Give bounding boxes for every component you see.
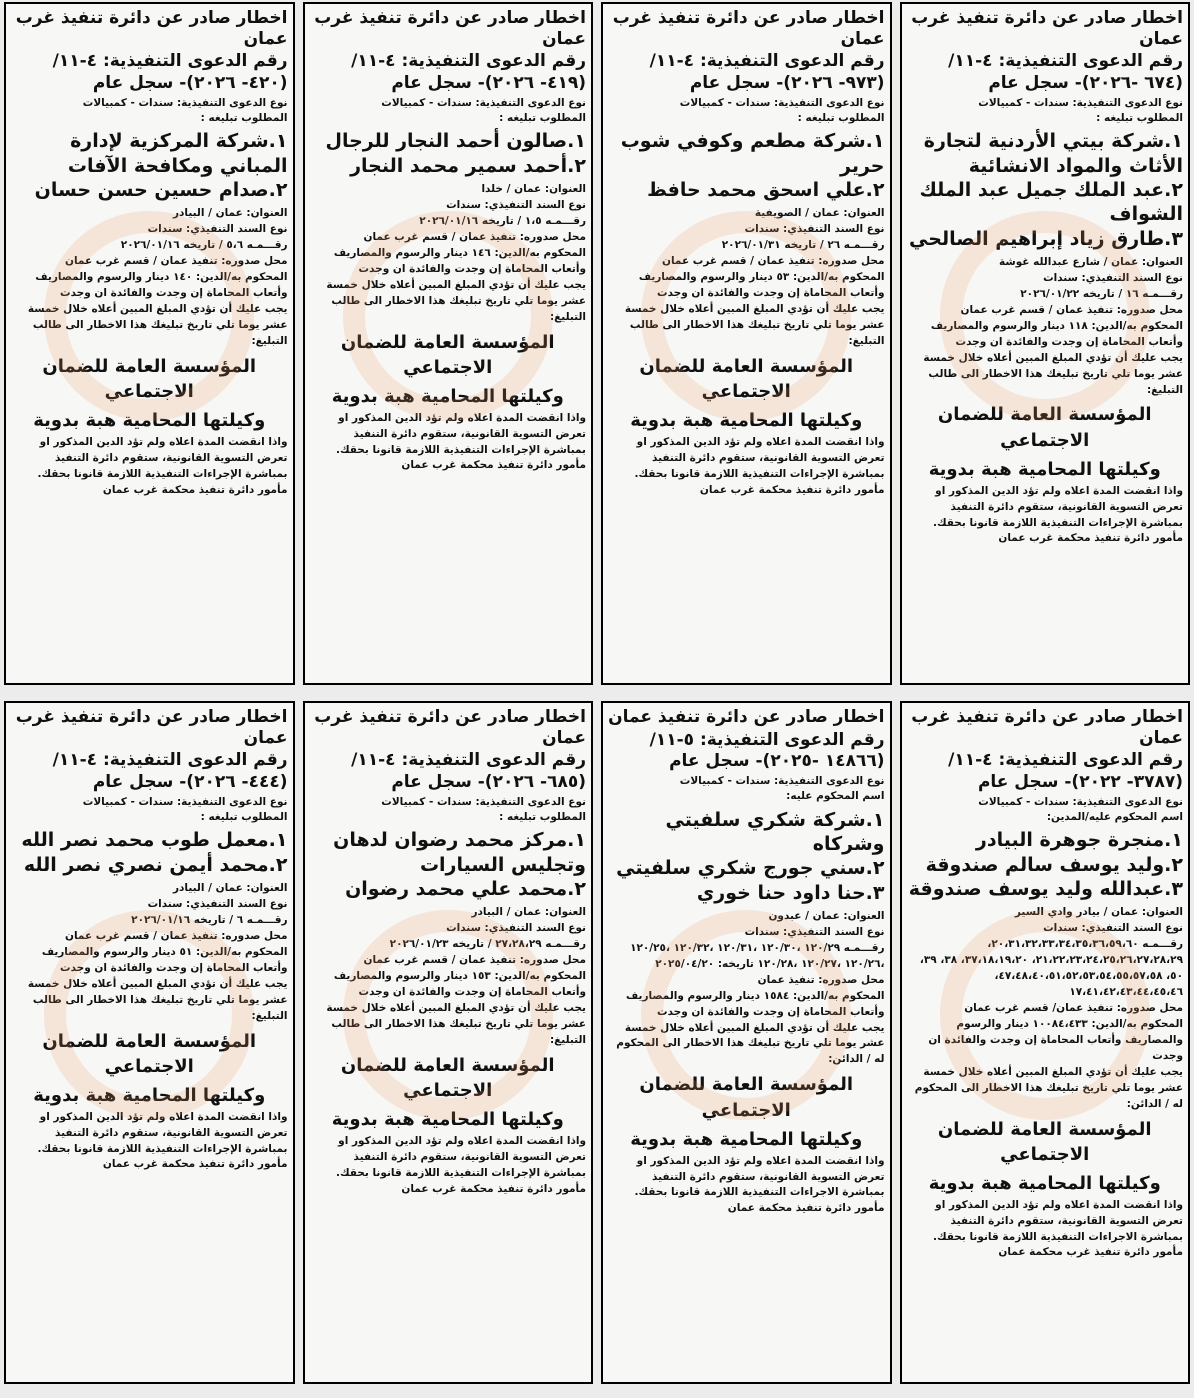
signature-line: مأمور دائرة تنفيذ محكمة غرب عمان [699, 483, 885, 496]
party-name: ١.منجرة جوهرة البيادر [975, 829, 1183, 852]
case-number: رقم الدعوى التنفيذية: ٤-١١/ (٤٢٠- ٢٠٢٦)- سجل عام [52, 51, 288, 93]
signature-line: مأمور دائرة تنفيذ محكمة غرب عمان [102, 1158, 288, 1171]
issued-at: محل صدوره: تنفيذ عمان / قسم غرب عمان [363, 230, 586, 243]
signature-line: مأمور دائرة تنفيذ محكمة غرب عمان [998, 532, 1183, 545]
lawyer-name: وكيلتها المحامية هبة بدوية [33, 410, 266, 432]
signature-line: مأمور دائرة تنفيذ محكمة غرب عمان [401, 459, 586, 472]
party-name: ٢.صدام حسين حسن حسان [34, 178, 288, 201]
number-date: رقـــمـه ٢٠،٣١،٣٢،٣٣،٣٤،٣٥،٣٦،٥٩،٦٠، ٢١،٢٢،٢٣،٢٤،٢٥،٢٦،٢٧،٢٨،٢٩، ٣٧،١٨،١٩،٢٠، ٣٨، ٣٩، ٥٠، ٤٧،٤٨،٤٠،٥١،٥٢،٥٣،٥٤،٥٥،٥٧،٥٨، ١٧،٤١،٤٢،٤٣،٤٤،٤٥،٤٦ [919, 938, 1183, 999]
payment-demand: يجب عليك أن تؤدي المبلغ المبين أعلاه خلال خمسة عشر يوما تلي تاريخ تبليغك هذا الاخطار الى طالب التبليغ: [923, 351, 1183, 396]
party-list [310, 828, 587, 901]
signature-line: مأمور دائرة تنفيذ غرب محكمة عمان [998, 1246, 1183, 1259]
party-name: ١.شركة بيتي الأردنية لتجارة الأثاث والمواد الانشائية [923, 130, 1183, 177]
address: العنوان: عمان / بيادر وادي السير [1014, 906, 1183, 919]
notice-card [303, 2, 594, 685]
case-number: رقم الدعوى التنفيذية: ٥-١١/ (١٤٨٦٦ -٢٠٢٥)- سجل عام [649, 729, 885, 771]
debt-amount: المحكوم به/الدين: ١٥٨٤ دينار والرسوم والمصاريف وأتعاب المحاماة إن وجدت والفائدة ان وجدت [626, 989, 885, 1018]
issued-at: محل صدوره: تنفيذ عمان / قسم غرب عمان [65, 929, 288, 942]
notify-label: اسم المحكوم عليه: [786, 789, 885, 802]
case-type: نوع الدعوى التنفيذية: سندات - كمبيالات [381, 96, 586, 109]
payment-demand: يجب عليك أن تؤدي المبلغ المبين أعلاه خلال خمسة عشر يوما تلي تاريخ تبليغك هذا الاخطار الى المحكوم له / الدائن: [914, 1065, 1183, 1110]
number-date: رقـــمـه ١٦ / تاريخه ٢٠٢٦/٠١/٢٢ [1020, 287, 1183, 300]
number-date: رقـــمـه ٢٧،٢٨،٢٩ / تاريخه ٢٠٢٦/٠١/٢٣ [389, 938, 586, 951]
warning-text: واذا انقضت المدة اعلاه ولم تؤد الدين المذكور او تعرض التسوية القانونية، ستقوم دائرة التنفيذ بمباشرة الإجراءات التنفيذية اللازمة قانونا بحقك. [634, 436, 885, 480]
organization-name: المؤسسة العامة للضمان الاجتماعي [42, 1030, 257, 1077]
signature-line: مأمور دائرة تنفيذ محكمة غرب عمان [102, 483, 288, 496]
party-list [11, 129, 288, 202]
number-date: رقـــمـه ١٢٠/٢٩ ،١٢٠/٣٠ ،١٢٠/٣١ ،١٢٠/٣٢ ،١٢٠/٢٥ ،١٢٠/٢٦ ،١٢٠/٢٧ ،١٢٠/٢٨ تاريخه: ٢٠٢٥/٠٤/٢٠ [630, 941, 885, 970]
lawyer-name: وكيلتها المحامية هبة بدوية [928, 1173, 1161, 1195]
party-name: ١.صالون أحمد النجار للرجال [325, 130, 586, 153]
lawyer-name: وكيلتها المحامية هبة بدوية [630, 1128, 863, 1150]
case-type: نوع الدعوى التنفيذية: سندات - كمبيالات [679, 775, 885, 788]
signature-line: مأمور دائرة تنفيذ محكمة غرب عمان [401, 1182, 586, 1195]
party-name: ٢.محمد أيمن نصري نصر الله [23, 853, 288, 876]
party-name: ٣.حنا داود حنا خوري [696, 881, 885, 904]
issued-at: محل صدوره: تنفيذ عمان [757, 973, 885, 986]
party-name: ١.شركة مطعم وكوفي شوب حرير [620, 130, 885, 177]
document-type: نوع السند التنفيذي: سندات [744, 925, 885, 938]
party-name: ٢.أحمد سمير محمد النجار [350, 154, 586, 177]
notice-title: اخطار صادر عن دائرة تنفيذ غرب عمان [15, 707, 288, 748]
document-type: نوع السند التنفيذي: سندات [147, 897, 288, 910]
organization-name: المؤسسة العامة للضمان الاجتماعي [639, 355, 854, 403]
party-name: ٢.علي اسحق محمد حافظ [647, 178, 885, 201]
party-name: ١.معمل طوب محمد نصر الله [21, 829, 288, 852]
notify-label: المطلوب تبليغه : [1096, 111, 1183, 124]
notice-title: اخطار صادر عن دائرة تنفيذ عمان [608, 707, 885, 727]
case-type: نوع الدعوى التنفيذية: سندات - كمبيالات [381, 795, 586, 808]
issued-at: محل صدوره: تنفيذ عمان / قسم غرب عمان [662, 255, 885, 268]
payment-demand: يجب عليك أن تؤدي المبلغ المبين أعلاه خلال خمسة عشر يوما تلي تاريخ تبليغك هذا الاخطار الى طالب التبليغ: [326, 1002, 586, 1046]
address: العنوان: عمان / البيادر [172, 881, 288, 894]
case-type: نوع الدعوى التنفيذية: سندات - كمبيالات [978, 96, 1183, 109]
address: العنوان: عمان / الصويفية [754, 207, 885, 220]
party-name: ١.شركة شكري سلفيتي وشركاه [665, 808, 885, 855]
party-name: ٢.سني جورج شكري سلفيتي [616, 857, 885, 880]
number-date: رقـــمـه ٦ / تاريخه ٢٠٢٦/٠١/١٦ [131, 913, 288, 926]
notice-title: اخطار صادر عن دائرة تنفيذ غرب عمان [15, 8, 288, 49]
address: العنوان: عمان / عبدون [768, 909, 885, 922]
organization-name: المؤسسة العامة للضمان الاجتماعي [340, 1054, 555, 1102]
debt-amount: المحكوم به/الدين: ١٤٦ دينار والرسوم والمصاريف وأتعاب المحاماة إن وجدت والفائدة ان وجدت [333, 246, 586, 275]
notice-title: اخطار صادر عن دائرة تنفيذ غرب عمان [911, 707, 1183, 748]
document-type: نوع السند التنفيذي: سندات [446, 198, 586, 211]
notice-card [4, 701, 295, 1384]
warning-text: واذا انقضت المدة اعلاه ولم تؤد الدين المذكور او تعرض التسوية القانونية، ستقوم دائرة التنفيذ بمباشرة الاجراءات التنفيذية اللازمة قانونا بحقك. [634, 1154, 885, 1199]
notify-label: المطلوب تبليغه : [797, 111, 885, 124]
notice-card [601, 701, 892, 1384]
organization-name: المؤسسة العامة للضمان الاجتماعي [42, 355, 257, 403]
debt-amount: المحكوم به/الدين: ١٥٣ دينار والرسوم والمصاريف وأتعاب المحاماة إن وجدت والفائدة ان وجدت [333, 970, 586, 999]
case-number: رقم الدعوى التنفيذية: ٤-١١/ (٤٤٤- ٢٠٢٦)- سجل عام [52, 750, 288, 792]
notice-card [900, 701, 1191, 1384]
payment-demand: يجب عليك أن تؤدي المبلغ المبين أعلاه خلال خمسة عشر يوما تلي تاريخ تبليغك هذا الاخطار الى المحكوم له / الدائن: [616, 1021, 885, 1066]
notify-label: المطلوب تبليغه : [200, 810, 288, 823]
address: العنوان: عمان / شارع عبدالله غوشة [999, 255, 1183, 268]
party-name: ١.شركة المركزية لإدارة المباني ومكافحة الآفات [67, 130, 288, 177]
address: العنوان: عمان / البيادر [172, 207, 288, 220]
party-name: ٣.عبدالله وليد يوسف صندوقة [908, 877, 1183, 900]
organization-name: المؤسسة العامة للضمان الاجتماعي [937, 1118, 1152, 1165]
warning-text: واذا انقضت المدة اعلاه ولم تؤد الدين المذكور او تعرض التسوية القانونية، ستقوم دائرة التنفيذ بمباشرة الإجراءات التنفيذية اللازمة قانونا بحقك. [37, 436, 288, 480]
debt-amount: المحكوم به/الدين: ٥١ دينار والرسوم والمصاريف وأتعاب المحاماة إن وجدت والفائدة ان وجدت [41, 945, 288, 974]
issued-at: محل صدوره: تنفيذ عمان / قسم غرب عمان [960, 303, 1183, 316]
document-type: نوع السند التنفيذي: سندات [744, 223, 885, 236]
party-list [907, 129, 1184, 251]
case-type: نوع الدعوى التنفيذية: سندات - كمبيالات [82, 795, 288, 808]
payment-demand: يجب عليك أن تؤدي المبلغ المبين أعلاه خلال خمسة عشر يوما تلي تاريخ تبليغك هذا الاخطار الى طالب التبليغ: [27, 303, 288, 347]
lawyer-name: وكيلتها المحامية هبة بدوية [630, 410, 863, 432]
notify-label: اسم المحكوم عليه/المدين: [1046, 810, 1183, 823]
notices-page [4, 2, 1190, 1396]
debt-amount: المحكوم به/الدين: ٥٣ دينار والرسوم والمصاريف وأتعاب المحاماة إن وجدت والفائدة ان وجدت [638, 271, 885, 300]
case-type: نوع الدعوى التنفيذية: سندات - كمبيالات [978, 795, 1183, 808]
organization-name: المؤسسة العامة للضمان الاجتماعي [937, 404, 1152, 451]
party-name: ١.مركز محمد رضوان لدهان وتجليس السيارات [333, 829, 586, 876]
party-name: ٢.محمد علي محمد رضوان [345, 877, 586, 900]
warning-text: واذا انقضت المدة اعلاه ولم تؤد الدين المذكور او تعرض التسوية القانونية، ستقوم دائرة التنفيذ بمباشرة الاجراءات التنفيذية اللازمة قانونا بحقك. [932, 1199, 1183, 1243]
party-list [907, 828, 1184, 901]
notice-title: اخطار صادر عن دائرة تنفيذ غرب عمان [314, 707, 586, 748]
notice-card [601, 2, 892, 685]
party-list [608, 808, 885, 905]
debt-amount: المحكوم به/الدين: ١٠٠٨٤،٤٣٣ دينار والرسوم والمصاريف وأتعاب المحاماة إن وجدت والفائدة ان وجدت [928, 1017, 1183, 1062]
case-type: نوع الدعوى التنفيذية: سندات - كمبيالات [82, 96, 288, 109]
document-type: نوع السند التنفيذي: سندات [147, 223, 288, 236]
warning-text: واذا انقضت المدة اعلاه ولم تؤد الدين المذكور او تعرض التسوية القانونية، ستقوم دائرة التنفيذ بمباشرة الإجراءات التنفيذية اللازمة قانونا بحقك. [932, 485, 1183, 529]
document-type: نوع السند التنفيذي: سندات [446, 922, 586, 935]
notify-label: المطلوب تبليغه : [499, 111, 586, 124]
case-number: رقم الدعوى التنفيذية: ٤-١١/ (٩٧٣- ٢٠٢٦)- سجل عام [649, 51, 885, 93]
number-date: رقـــمـه ١،٥ / تاريخه ٢٠٢٦/٠١/١٦ [419, 214, 586, 227]
notice-card [900, 2, 1191, 685]
document-type: نوع السند التنفيذي: سندات [1043, 922, 1183, 935]
party-name: ٣.طارق زياد إبراهيم الصالحي [909, 227, 1183, 250]
notice-card [303, 701, 594, 1384]
organization-name: المؤسسة العامة للضمان الاجتماعي [639, 1074, 854, 1121]
issued-at: محل صدوره: تنفيذ عمان / قسم غرب عمان [65, 255, 288, 268]
case-number: رقم الدعوى التنفيذية: ٤-١١/ (٦٨٥- ٢٠٢٦)- سجل عام [351, 750, 586, 792]
party-list [11, 828, 288, 877]
lawyer-name: وكيلتها المحامية هبة بدوية [928, 458, 1161, 480]
party-list [608, 129, 885, 202]
debt-amount: المحكوم به/الدين: ١١٨ دينار والرسوم والمصاريف وأتعاب المحاماة إن وجدت والفائدة ان وجدت [930, 319, 1183, 348]
issued-at: محل صدوره: تنفيذ عمان/ قسم غرب عمان [964, 1002, 1183, 1014]
address: العنوان: عمان / خلدا [481, 182, 586, 195]
party-name: ٢.وليد يوسف سالم صندوقة [925, 853, 1183, 876]
case-type: نوع الدعوى التنفيذية: سندات - كمبيالات [679, 96, 885, 109]
issued-at: محل صدوره: تنفيذ عمان / قسم غرب عمان [363, 954, 586, 967]
lawyer-name: وكيلتها المحامية هبة بدوية [331, 385, 564, 407]
debt-amount: المحكوم به/الدين: ١٤٠ دينار والرسوم والمصاريف وأتعاب المحاماة إن وجدت والفائدة ان وجدت [35, 271, 288, 300]
notify-label: المطلوب تبليغه : [200, 111, 288, 124]
case-number: رقم الدعوى التنفيذية: ٤-١١/ (٤١٩- ٢٠٢٦)- سجل عام [351, 51, 586, 93]
notice-title: اخطار صادر عن دائرة تنفيذ غرب عمان [612, 8, 885, 49]
notice-title: اخطار صادر عن دائرة تنفيذ غرب عمان [314, 8, 586, 49]
party-list [310, 129, 587, 178]
party-name: ٢.عبد الملك جميل عبد الملك الشواف [919, 178, 1183, 226]
notice-title: اخطار صادر عن دائرة تنفيذ غرب عمان [911, 8, 1183, 49]
payment-demand: يجب عليك أن تؤدي المبلغ المبين أعلاه خلال خمسة عشر يوما تلي تاريخ تبليغك هذا الاخطار الى طالب التبليغ: [624, 303, 885, 347]
address: العنوان: عمان / البيادر [471, 906, 586, 919]
signature-line: مأمور دائرة تنفيذ محكمة عمان [727, 1202, 885, 1215]
organization-name: المؤسسة العامة للضمان الاجتماعي [340, 331, 555, 378]
payment-demand: يجب عليك أن تؤدي المبلغ المبين أعلاه خلال خمسة عشر يوما تلي تاريخ تبليغك هذا الاخطار الى طالب التبليغ: [27, 977, 288, 1022]
warning-text: واذا انقضت المدة اعلاه ولم تؤد الدين المذكور او تعرض التسوية القانونية، ستقوم دائرة التنفيذ بمباشرة الإجراءات التنفيذية اللازمة قانونا بحقك. [37, 1111, 288, 1155]
case-number: رقم الدعوى التنفيذية: ٤-١١/ (٣٧٨٧- ٢٠٢٢)- سجل عام [948, 750, 1183, 792]
number-date: رقـــمـه ٥،٦ / تاريخه ٢٠٢٦/٠١/١٦ [120, 239, 288, 252]
lawyer-name: وكيلتها المحامية هبة بدوية [33, 1084, 266, 1106]
document-type: نوع السند التنفيذي: سندات [1043, 271, 1183, 284]
notify-label: المطلوب تبليغه : [499, 810, 586, 823]
warning-text: واذا انقضت المدة اعلاه ولم تؤد الدين المذكور او تعرض التسوية القانونية، ستقوم دائرة التنفيذ بمباشرة الإجراءات التنفيذية اللازمة قانونا بحقك. [335, 412, 586, 456]
notice-card [4, 2, 295, 685]
warning-text: واذا انقضت المدة اعلاه ولم تؤد الدين المذكور او تعرض التسوية القانونية، ستقوم دائرة التنفيذ بمباشرة الإجراءات التنفيذية اللازمة قانونا بحقك. [335, 1135, 586, 1179]
payment-demand: يجب عليك أن تؤدي المبلغ المبين أعلاه خلال خمسة عشر يوما تلي تاريخ تبليغك هذا الاخطار الى طالب التبليغ: [326, 278, 586, 323]
number-date: رقـــمـه ٢٦ / تاريخه ٢٠٢٦/٠١/٣١ [721, 239, 885, 252]
lawyer-name: وكيلتها المحامية هبة بدوية [331, 1109, 564, 1131]
case-number: رقم الدعوى التنفيذية: ٤-١١/ (٦٧٤ -٢٠٢٦)- سجل عام [948, 51, 1183, 93]
